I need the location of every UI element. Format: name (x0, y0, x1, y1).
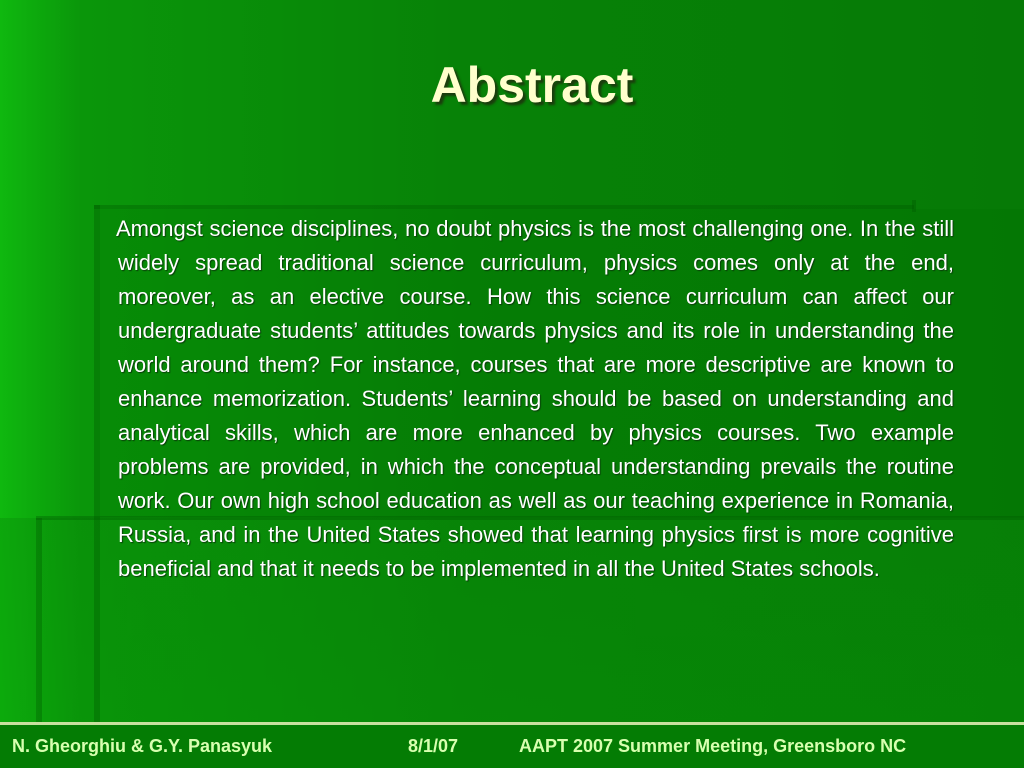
decorative-strip (94, 205, 100, 723)
footer-date: 8/1/07 (408, 736, 459, 756)
slide-title: Abstract (430, 57, 634, 113)
decorative-strip (94, 205, 914, 209)
footer-meeting: AAPT 2007 Summer Meeting, Greensboro NC (519, 736, 907, 756)
decorative-strip (36, 518, 42, 722)
slide-footer (0, 725, 1024, 768)
abstract-body: Amongst science disciplines, no doubt physics is the most challenging one. In the still widely spread traditional science curriculum, physics comes only at the end, moreover, as an elective course. How this science curriculum can affect our undergraduate students’ attitudes towards physics and its role in understanding the world around them? For instance, courses that are more descriptive are known to enhance memorization. Students’ learning should be based on understanding and analytical skills, which are more enhanced by physics courses. Two example problems are provided, in which the conceptual understanding prevails the routine work. Our own high school education as well as our teaching experience in Romania, Russia, and in the United States showed that learning physics first is more cognitive beneficial and that it needs to be implemented in all the United States schools. (116, 216, 954, 581)
decorative-strip (912, 200, 916, 212)
footer-authors: N. Gheorghiu & G.Y. Panasyuk (12, 736, 273, 756)
